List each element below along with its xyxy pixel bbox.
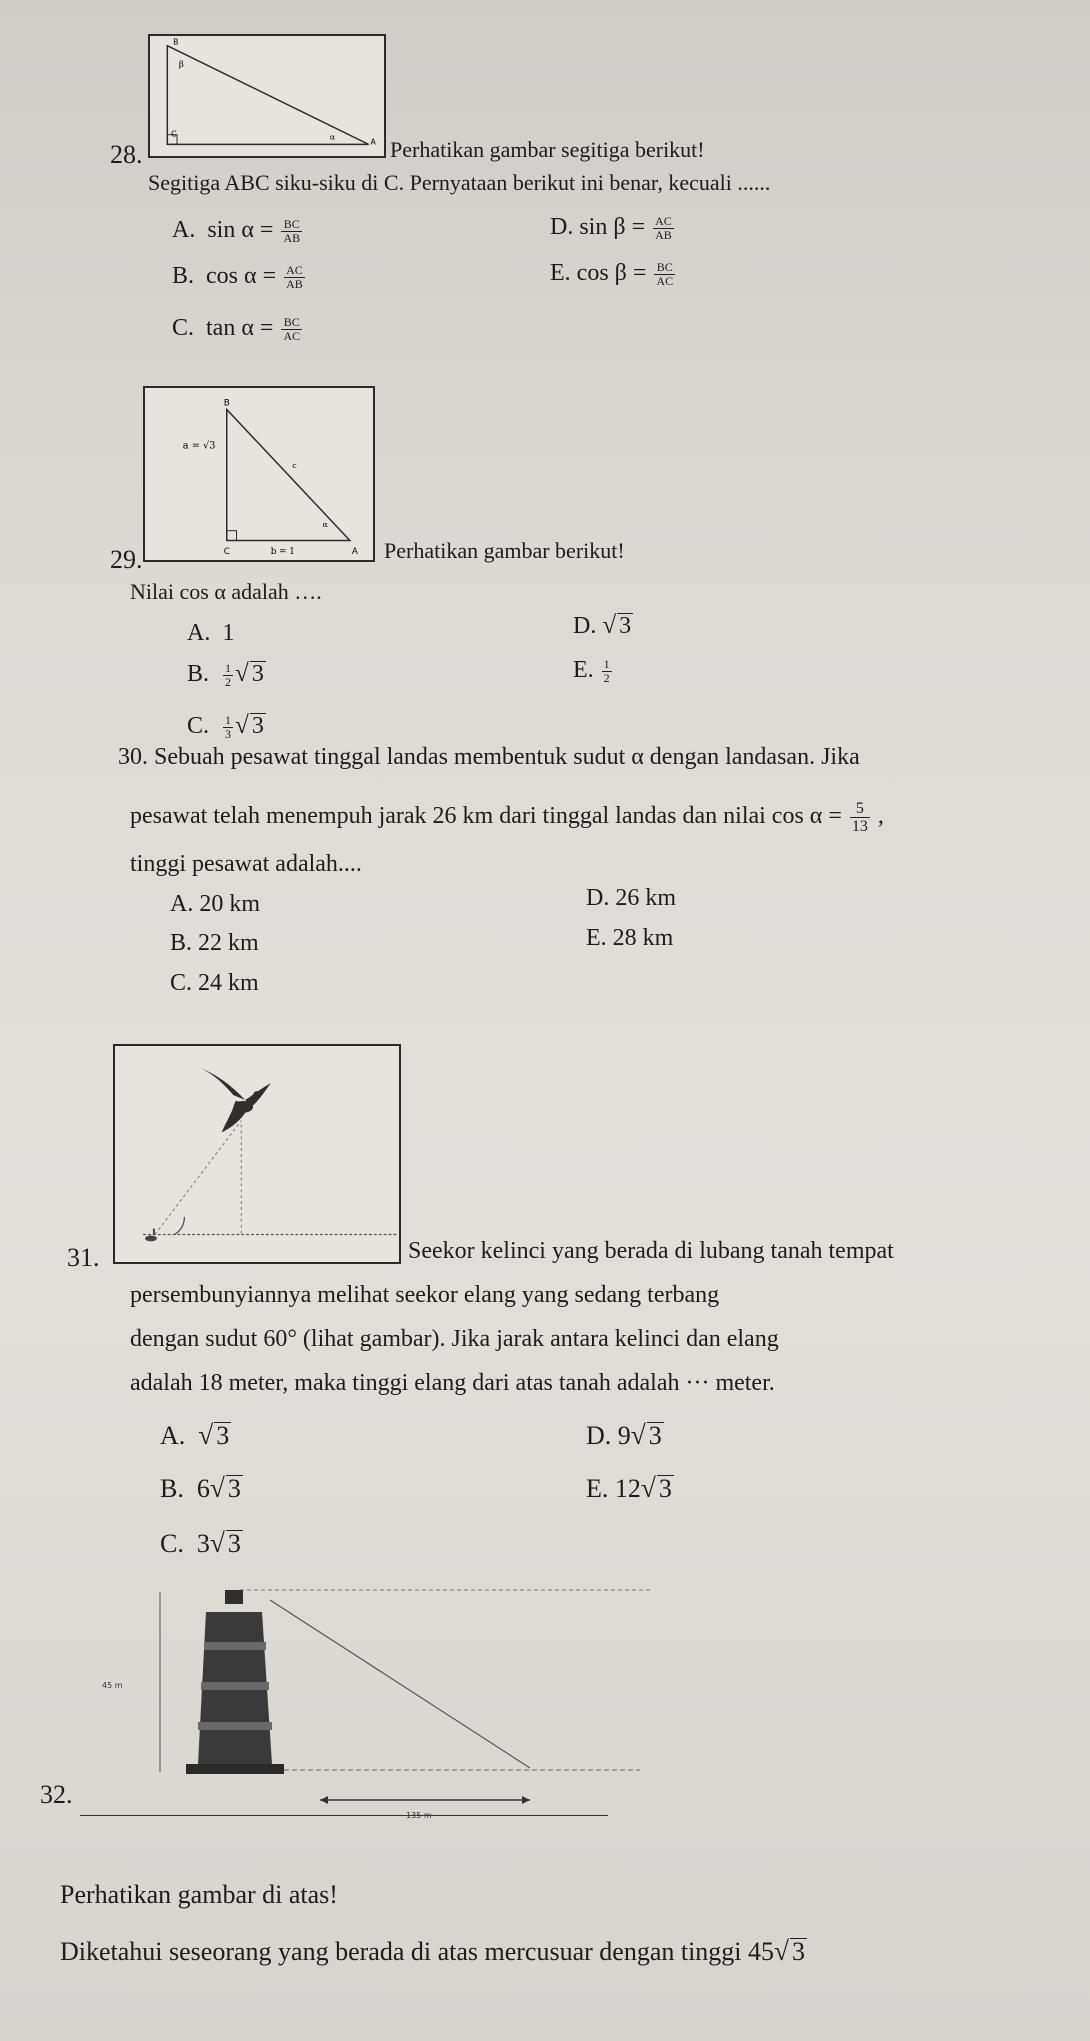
q31-option-a-rad: 3 (216, 1421, 230, 1450)
q29-label-b: b = 1 (270, 547, 295, 558)
q28-option-d-letter: D. (550, 214, 574, 240)
q32-lighthouse-scene (80, 1572, 660, 1820)
q29-option-c-den: 3 (225, 726, 232, 741)
q28-label-B: B (173, 37, 179, 47)
q28-option-a[interactable] (172, 217, 304, 245)
q29-label-c: c (292, 461, 297, 471)
q28-option-a-den: AB (283, 230, 301, 245)
q31-scene (115, 1046, 399, 1262)
q29-label-A: A (351, 547, 358, 558)
q30-option-c[interactable]: C. 24 km (170, 970, 259, 996)
q29-option-c-letter: C. (187, 713, 210, 739)
q32-height-label: 45 m (102, 1681, 123, 1690)
q29-triangle (145, 388, 373, 560)
q28-option-c[interactable] (172, 315, 304, 343)
lighthouse-icon (186, 1590, 284, 1774)
q28-stem: Segitiga ABC siku-siku di C. Pernyataan berikut ini benar, kecuali ...... (148, 170, 771, 195)
q31-option-a[interactable]: A. √ 3 (160, 1420, 230, 1450)
q30-line1: 30. Sebuah pesawat tinggal landas membentuk sudut α dengan landasan. Jika (118, 744, 860, 770)
q30-line3: tinggi pesawat adalah.... (130, 851, 362, 877)
q31-angle: 60° (263, 1326, 297, 1352)
q29-option-b-num: 1 (225, 660, 232, 675)
q32-answer-line (80, 1815, 608, 1816)
q28-label-C: C (171, 129, 177, 139)
q30-comma: , (877, 803, 884, 830)
q28-option-b-letter: B. (172, 263, 195, 289)
q31-option-c-rad: 3 (227, 1529, 241, 1558)
q28-option-e-letter: E. (550, 260, 571, 286)
q32-tail-rad: 3 (792, 1937, 806, 1966)
q31-option-c[interactable]: C. 3√ 3 (160, 1528, 241, 1558)
q32-width-label: 135 m (406, 1811, 432, 1820)
q28-option-d-fn: sin β = (579, 214, 646, 240)
q29-option-b-rad: 3 (251, 661, 264, 687)
q29-label-alpha: α (322, 519, 328, 529)
q29-option-b-den: 2 (225, 674, 232, 689)
q28-option-c-letter: C. (172, 315, 195, 341)
q29-figure (143, 386, 375, 562)
q29-lead: Perhatikan gambar berikut! (384, 538, 625, 563)
q28-option-e-num: BC (654, 261, 675, 275)
q29-option-a-text: 1 (222, 620, 235, 646)
q31-option-b-coef: 6 (196, 1474, 210, 1503)
q29-option-e-den: 2 (603, 670, 610, 685)
q31-option-d-rad: 3 (648, 1421, 662, 1450)
q28-option-b[interactable] (172, 263, 307, 291)
eagle-icon (200, 1068, 271, 1133)
q29-label-C: C (223, 547, 230, 558)
q28-lead: Perhatikan gambar segitiga berikut! (390, 137, 705, 162)
q29-option-a-letter: A. (187, 620, 211, 646)
q29-label-a: a = √3 (182, 440, 216, 452)
q29-option-d-letter: D. (573, 613, 597, 639)
q32-line2-wrap: Diketahui seseorang yang berada di atas mercusuar dengan tinggi 45√ 3 (60, 1936, 806, 1966)
q29-stem: Nilai cos α adalah …. (130, 579, 322, 604)
q30-line2: pesawat telah menempuh jarak 26 km dari tinggal landas dan nilai cos (130, 803, 804, 830)
q31-figure (113, 1044, 401, 1264)
q31-number: 31. (67, 1243, 100, 1272)
q31-line1: Seekor kelinci yang berada di lubang tanah tempat (408, 1238, 894, 1264)
q30-frac-num: 5 (850, 800, 870, 818)
q31-option-c-coef: 3 (196, 1529, 210, 1558)
q30-option-d[interactable]: D. 26 km (586, 885, 676, 911)
q29-option-c-rad: 3 (251, 713, 264, 739)
q31-line3b: (lihat gambar). Jika jarak antara kelinci dan elang (302, 1326, 779, 1352)
q28-label-beta: β (178, 59, 184, 70)
q30-line2-wrap (130, 800, 884, 835)
q30-frac-den: 13 (851, 818, 868, 835)
q28-option-e-den: AC (656, 273, 674, 288)
q28-option-a-num: BC (281, 218, 302, 232)
q28-triangle (150, 36, 384, 156)
q28-option-d-num: AC (655, 213, 672, 228)
q32-line2: Diketahui seseorang yang berada di atas mercusuar dengan tinggi (60, 1937, 742, 1966)
q29-option-c[interactable]: C. $\frac{1}{3}$ √ 3 (187, 712, 264, 741)
q28-option-a-fn: sin α = (207, 217, 274, 243)
q29-option-b[interactable]: B. $\frac{1}{2}$ √ 3 (187, 660, 264, 689)
q28-option-b-num: AC (286, 262, 303, 277)
q32-number: 32. (40, 1780, 73, 1809)
q28-option-e-fn: cos β = (576, 260, 647, 286)
q31-option-e-coef: 12 (614, 1474, 641, 1503)
q31-line3 (130, 1326, 779, 1353)
q29-option-b-letter: B. (187, 661, 210, 687)
q31-option-b-letter: B. (160, 1474, 184, 1503)
q31-option-a-letter: A. (160, 1421, 186, 1450)
q30-option-e[interactable]: E. 28 km (586, 925, 674, 951)
q31-option-b[interactable]: B. 6√ 3 (160, 1473, 241, 1503)
q28-option-c-fn: tan α = (206, 315, 274, 341)
q31-option-e-rad: 3 (658, 1474, 672, 1503)
q30-option-a[interactable]: A. 20 km (170, 891, 260, 917)
q30-option-b[interactable]: B. 22 km (170, 930, 259, 956)
q31-option-d-letter: D. (586, 1421, 612, 1450)
q28-option-b-den: AB (286, 276, 303, 291)
q28-figure (148, 34, 386, 158)
q29-label-B: B (223, 398, 230, 409)
q32-tail-coef: 45 (748, 1937, 775, 1966)
q28-option-d-den: AB (655, 227, 672, 242)
q28-option-c-num: BC (281, 316, 302, 330)
q31-line3a: dengan sudut (130, 1326, 258, 1352)
q29-option-e[interactable] (573, 657, 614, 685)
q31-option-e[interactable]: E. 12√ 3 (586, 1473, 672, 1503)
q28-label-A: A (370, 137, 376, 147)
q32-figure (80, 1572, 660, 1820)
q31-option-d-coef: 9 (617, 1421, 631, 1450)
q28-option-e[interactable] (550, 260, 677, 288)
q29-option-d[interactable]: D. √ 3 (573, 612, 632, 639)
q28-option-d[interactable] (550, 214, 676, 242)
q31-option-c-letter: C. (160, 1529, 184, 1558)
q29-option-e-num: 1 (603, 656, 610, 671)
q32-line1: Perhatikan gambar di atas! (60, 1880, 338, 1909)
q31-option-b-rad: 3 (227, 1474, 241, 1503)
q31-option-e-letter: E. (586, 1474, 609, 1503)
q31-line4: adalah 18 meter, maka tinggi elang dari atas tanah adalah ··· meter. (130, 1370, 775, 1396)
q30-alpha-eq: α = (809, 803, 842, 830)
q28-option-b-fn: cos α = (206, 263, 277, 289)
q29-option-d-rad: 3 (619, 613, 632, 639)
q29-option-e-letter: E. (573, 657, 594, 683)
q28-number: 28. (110, 140, 143, 169)
q28-option-a-letter: A. (172, 217, 196, 243)
q31-option-d[interactable]: D. 9√ 3 (586, 1420, 662, 1450)
q29-option-c-num: 1 (225, 712, 232, 727)
q28-label-alpha: α (329, 132, 336, 142)
q31-line2: persembunyiannya melihat seekor elang yang sedang terbang (130, 1282, 720, 1308)
q29-number: 29. (110, 545, 143, 574)
q28-option-c-den: AC (283, 328, 301, 343)
q29-option-a[interactable] (187, 620, 234, 647)
